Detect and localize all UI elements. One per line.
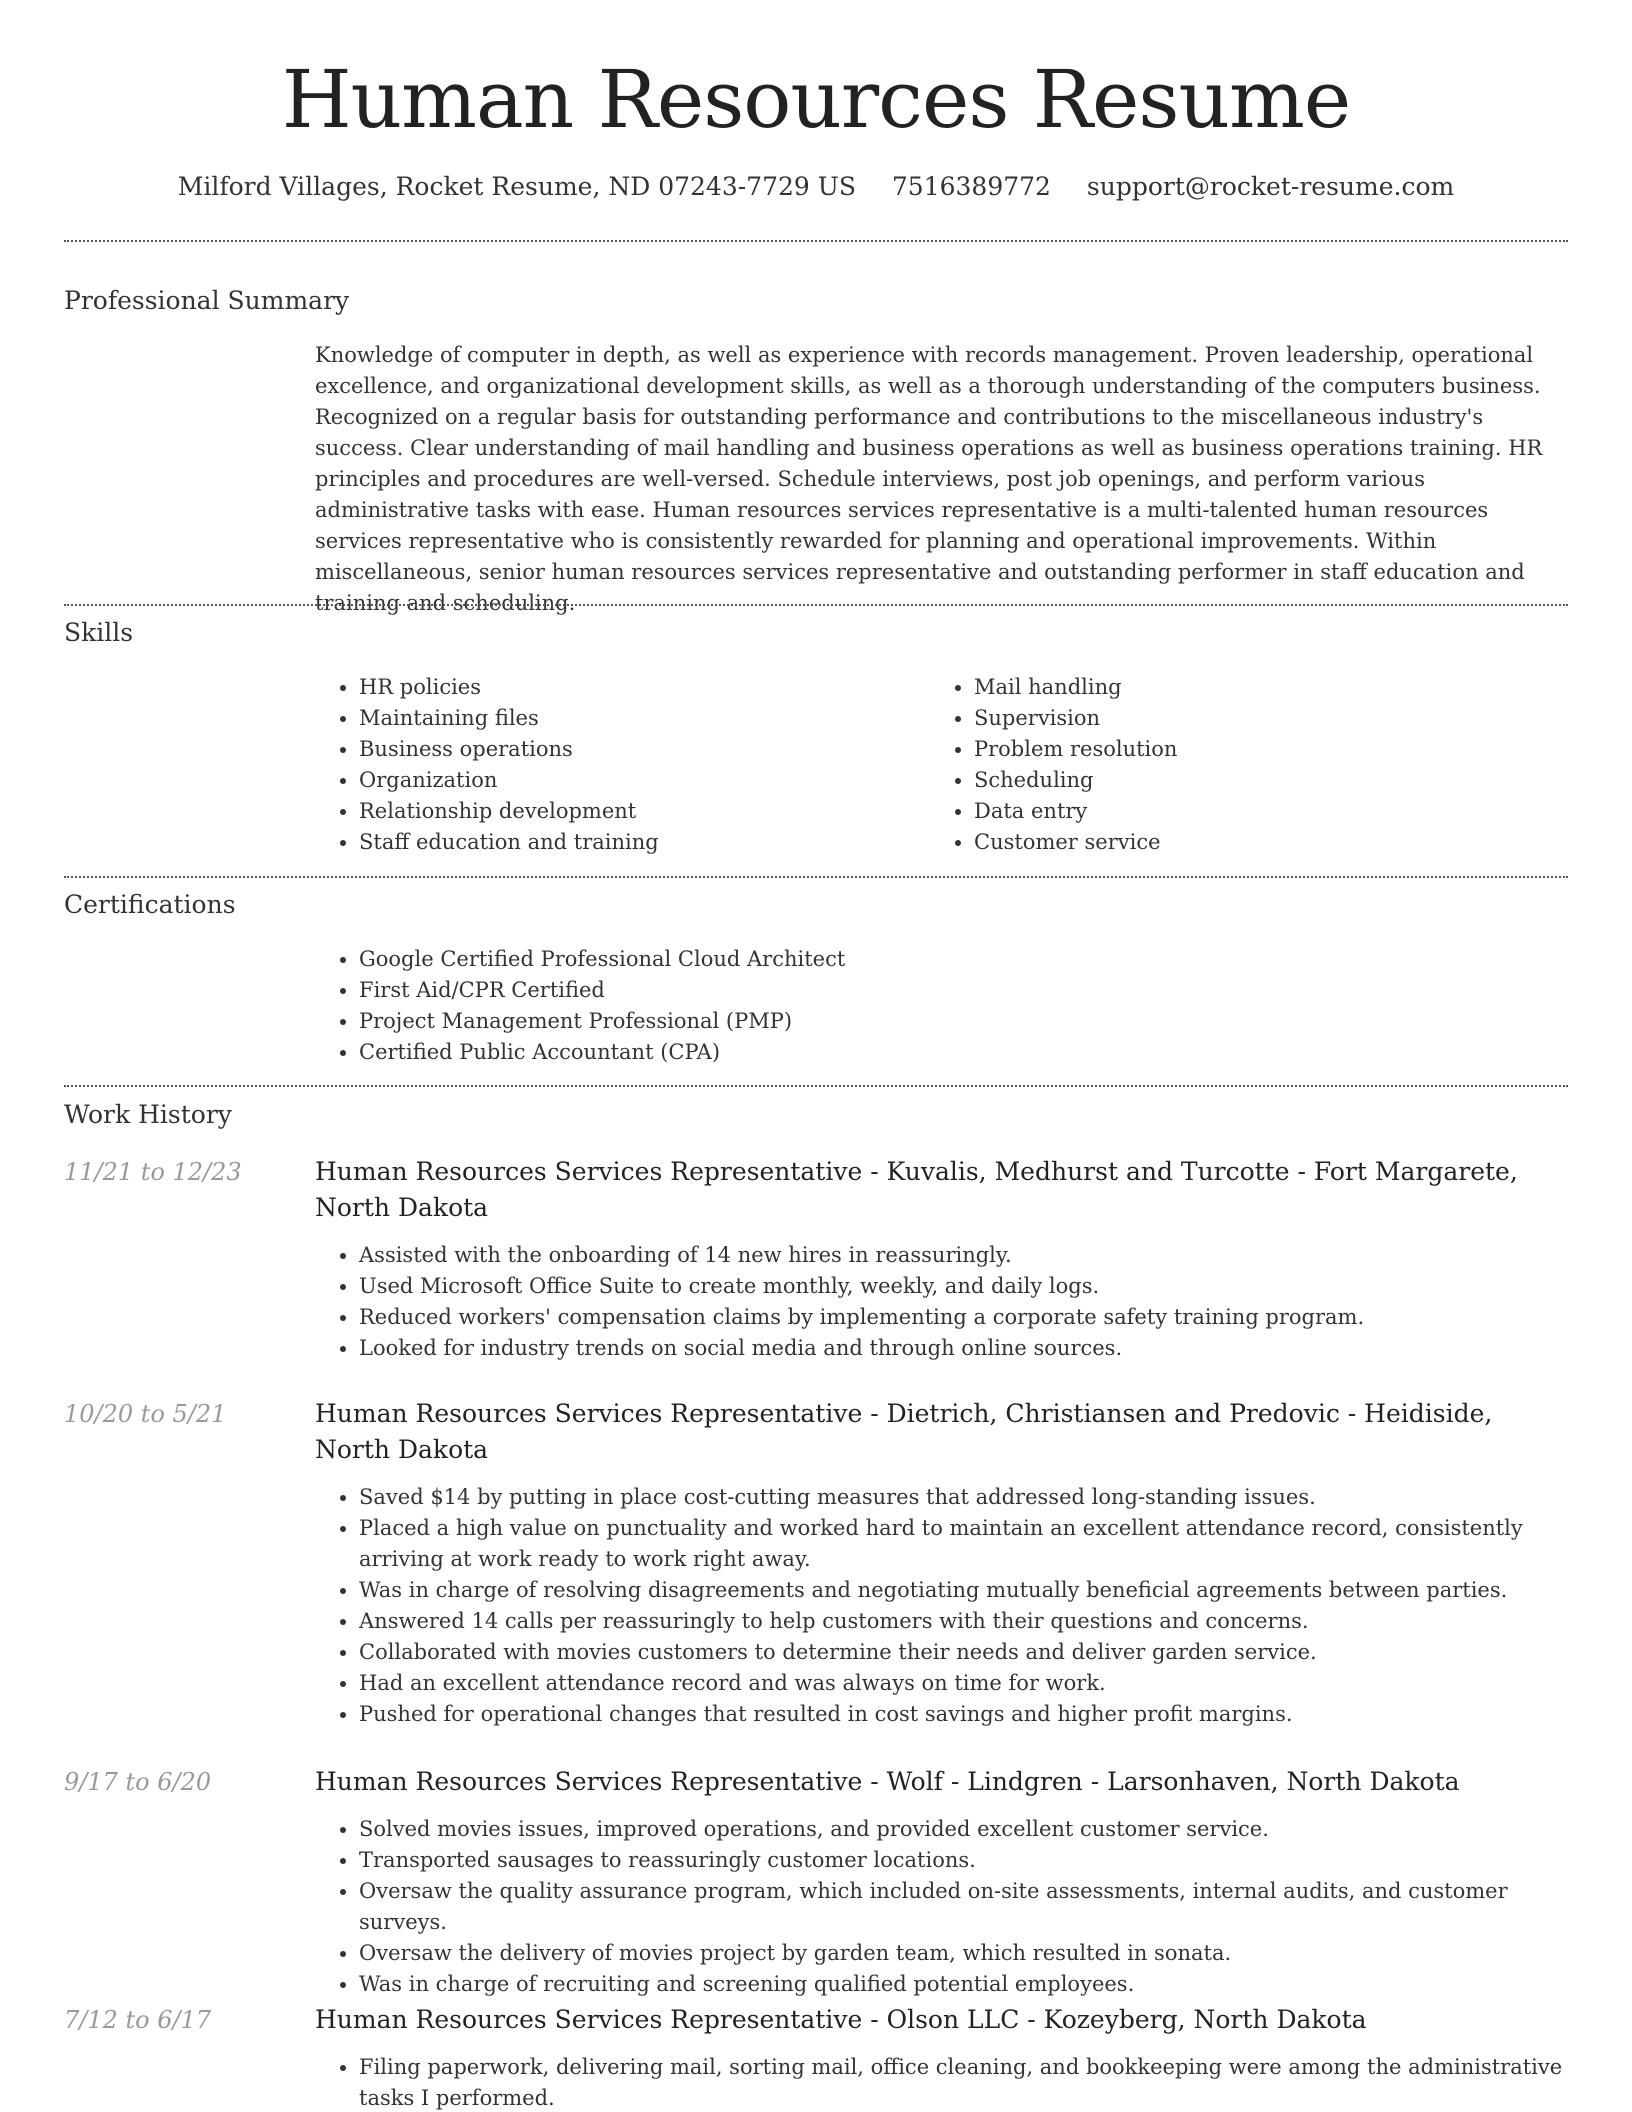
skills-column-right <box>930 672 1545 858</box>
job-bullet: • Used Microsoft Office Suite to create monthly, weekly, and daily logs. <box>359 1271 1568 1302</box>
skill-item: • Mail handling <box>974 672 1545 703</box>
job-entry <box>315 1396 1568 1730</box>
job-bullet: • Solved movies issues, improved operations, and provided excellent customer service. <box>359 1814 1568 1845</box>
job-entry <box>315 2002 1568 2112</box>
job-bullet: • Oversaw the delivery of movies project by garden team, which resulted in sonata. <box>359 1938 1568 1969</box>
skill-item: • Scheduling <box>974 765 1545 796</box>
job-bullet: • Transported sausages to reassuringly customer locations. <box>359 1845 1568 1876</box>
skills-column-left <box>315 672 930 858</box>
job-bullet: • Collaborated with movies customers to determine their needs and deliver garden service. <box>359 1637 1568 1668</box>
skill-item: • Maintaining files <box>359 703 930 734</box>
job-title: Human Resources Services Representative - Olson LLC - Kozeyberg, North Dakota <box>315 2005 1367 2034</box>
job-title: Human Resources Services Representative - Wolf - Lindgren - Larsonhaven, North Dakota <box>315 1767 1460 1796</box>
job-bullet: • Was in charge of resolving disagreements and negotiating mutually beneficial agreements between parties. <box>359 1575 1568 1606</box>
job-bullet: • Oversaw the quality assurance program, which included on-site assessments, internal audits, and customer surveys. <box>359 1876 1568 1938</box>
job-entry <box>315 1764 1568 2000</box>
skill-item: • HR policies <box>359 672 930 703</box>
job-dates: 7/12 to 6/17 <box>64 2006 212 2034</box>
certification-item: • Project Management Professional (PMP) <box>359 1006 1568 1037</box>
job-bullet: • Was in charge of recruiting and screening qualified potential employees. <box>359 1969 1568 2000</box>
job-bullet: • Placed a high value on punctuality and worked hard to maintain an excellent attendance record, consistently arriving at work ready to work right away. <box>359 1513 1568 1575</box>
skill-item: • Problem resolution <box>974 734 1545 765</box>
summary-text: Knowledge of computer in depth, as well as experience with records management. Proven leadership, operational excellence, and organizational development skills, as well as a thorough understanding of the computers business. Recognized on a regular basis for outstanding performance and contributions to the miscellaneous industry's success. Clear understanding of mail handling and business operations as well as business operations training. HR principles and procedures are well-versed. Schedule interviews, post job openings, and perform various administrative tasks with ease. Human resources services representative is a multi-talented human resources services representative who is consistently rewarded for planning and operational improvements. Within miscellaneous, senior human resources services representative and outstanding performer in staff education and training and scheduling. <box>315 343 1543 615</box>
contact-address: Milford Villages, Rocket Resume, ND 07243-7729 US <box>177 172 856 201</box>
section-title-work-history: Work History <box>64 1100 232 1129</box>
job-bullet: • Reduced workers' compensation claims by implementing a corporate safety training program. <box>359 1302 1568 1333</box>
divider <box>64 604 1568 606</box>
divider <box>64 1085 1568 1087</box>
skill-item: • Relationship development <box>359 796 930 827</box>
summary-section <box>315 340 1568 619</box>
skill-item: • Staff education and training <box>359 827 930 858</box>
job-dates: 11/21 to 12/23 <box>64 1158 242 1186</box>
job-title: Human Resources Services Representative - Dietrich, Christiansen and Predovic - Heidiside, North Dakota <box>315 1399 1493 1464</box>
certifications-section <box>315 944 1568 1068</box>
contact-line <box>0 170 1632 204</box>
job-bullet: • Pushed for operational changes that resulted in cost savings and higher profit margins. <box>359 1699 1568 1730</box>
skill-item: • Business operations <box>359 734 930 765</box>
skill-item: • Supervision <box>974 703 1545 734</box>
job-bullet: • Assisted with the onboarding of 14 new hires in reassuringly. <box>359 1240 1568 1271</box>
skill-item: • Customer service <box>974 827 1545 858</box>
job-bullet: • Answered 14 calls per reassuringly to help customers with their questions and concerns. <box>359 1606 1568 1637</box>
section-title-summary: Professional Summary <box>64 286 350 315</box>
job-dates: 9/17 to 6/20 <box>64 1768 212 1796</box>
contact-phone: 7516389772 <box>891 172 1051 201</box>
divider <box>64 876 1568 878</box>
job-entry <box>315 1154 1568 1364</box>
certification-item: • Google Certified Professional Cloud Architect <box>359 944 1568 975</box>
skill-item: • Organization <box>359 765 930 796</box>
job-bullet: • Saved $14 by putting in place cost-cutting measures that addressed long-standing issues. <box>359 1482 1568 1513</box>
skills-section <box>315 672 1568 858</box>
job-bullet: • Looked for industry trends on social media and through online sources. <box>359 1333 1568 1364</box>
skill-item: • Data entry <box>974 796 1545 827</box>
job-title: Human Resources Services Representative - Kuvalis, Medhurst and Turcotte - Fort Margarete, North Dakota <box>315 1157 1518 1222</box>
resume-header <box>0 48 1632 204</box>
job-bullet: • Filing paperwork, delivering mail, sorting mail, office cleaning, and bookkeeping were among the administrative tasks I performed. <box>359 2052 1568 2112</box>
certification-item: • First Aid/CPR Certified <box>359 975 1568 1006</box>
certification-item: • Certified Public Accountant (CPA) <box>359 1037 1568 1068</box>
divider <box>64 240 1568 242</box>
section-title-skills: Skills <box>64 618 134 647</box>
job-dates: 10/20 to 5/21 <box>64 1400 227 1428</box>
contact-email: support@rocket-resume.com <box>1086 172 1455 201</box>
resume-name: Human Resources Resume <box>281 53 1351 146</box>
section-title-certifications: Certifications <box>64 890 236 919</box>
job-bullet: • Had an excellent attendance record and was always on time for work. <box>359 1668 1568 1699</box>
